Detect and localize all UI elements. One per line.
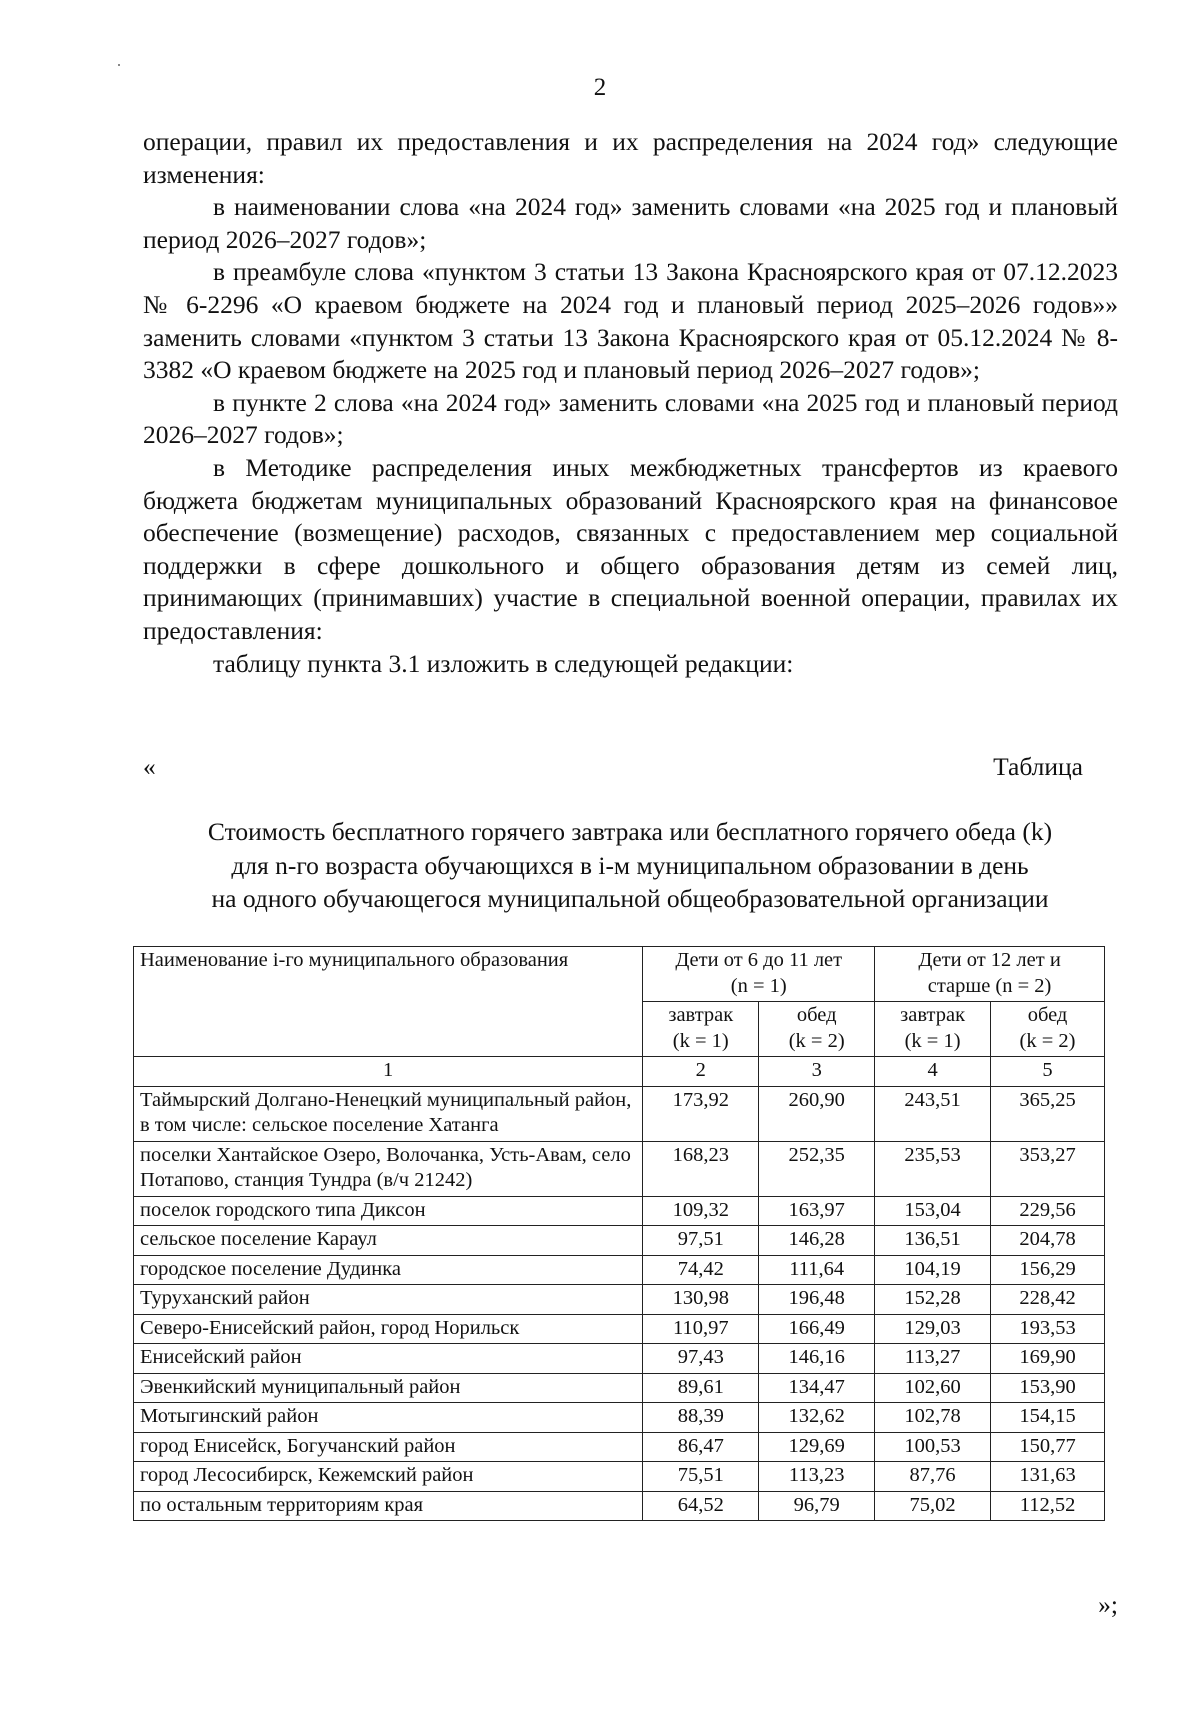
- column-number: 3: [759, 1057, 875, 1087]
- lunch-12-plus-value: 228,42: [991, 1285, 1105, 1315]
- municipality-name: поселки Хантайское Озеро, Волочанка, Усть-Авам, село Потапово, станция Тундра (в/ч 21242): [134, 1141, 643, 1196]
- paragraph-2: в наименовании слова «на 2024 год» заменить словами «на 2025 год и плановый период 2026–2027 годов»;: [143, 192, 1118, 254]
- k1-label: (k = 1): [672, 1029, 729, 1052]
- lunch-12-plus-value: 204,78: [991, 1226, 1105, 1256]
- municipality-name: сельское поселение Караул: [134, 1226, 643, 1256]
- closing-quote: »;: [1098, 1590, 1118, 1619]
- k2-label: (k = 2): [1019, 1029, 1076, 1052]
- municipality-name: Таймырский Долгано-Ненецкий муниципальный район, в том числе: сельское поселение Хатанга: [134, 1086, 643, 1141]
- breakfast-6-11-value: 168,23: [643, 1141, 759, 1196]
- table-row: [134, 1344, 1105, 1374]
- breakfast-12-plus-value: 102,60: [875, 1373, 991, 1403]
- breakfast-6-11-value: 109,32: [643, 1196, 759, 1226]
- breakfast-12-plus-value: 235,53: [875, 1141, 991, 1196]
- table-row: [134, 1196, 1105, 1226]
- table-row: [134, 1491, 1105, 1521]
- table-row: [134, 1432, 1105, 1462]
- municipality-name: город Лесосибирск, Кежемский район: [134, 1462, 643, 1492]
- column-number-row: [134, 1057, 1105, 1087]
- municipality-name: по остальным территориям края: [134, 1491, 643, 1521]
- breakfast-6-11-value: 110,97: [643, 1314, 759, 1344]
- column-number: 1: [134, 1057, 643, 1087]
- municipality-name: городское поселение Дудинка: [134, 1255, 643, 1285]
- lunch-6-11-value: 129,69: [759, 1432, 875, 1462]
- breakfast-6-11-value: 88,39: [643, 1403, 759, 1433]
- paragraph-3: в преамбуле слова «пунктом 3 статьи 13 Закона Красноярского края от 07.12.2023 № 6-2296 «О краевом бюджете на 2024 год и плановый период 2025–2026 годов»» заменить словами «пунктом 3 статьи 13 Закона Красноярского края от 05.12.2024 № 8-3382 «О краевом бюджете на 2025 год и плановый период 2026–2027 годов»;: [143, 257, 1118, 385]
- lunch-6-11-value: 252,35: [759, 1141, 875, 1196]
- breakfast-12-plus-value: 243,51: [875, 1086, 991, 1141]
- table-title-line-1: Стоимость бесплатного горячего завтрака или бесплатного горячего обеда (k): [207, 817, 1053, 846]
- header-children-12-plus: [875, 947, 1105, 1002]
- municipality-name: Северо-Енисейский район, город Норильск: [134, 1314, 643, 1344]
- breakfast-12-plus-value: 100,53: [875, 1432, 991, 1462]
- breakfast-6-11-value: 97,43: [643, 1344, 759, 1374]
- lunch-label: обед: [1027, 1004, 1068, 1026]
- table-label-row: [143, 752, 1083, 782]
- cost-table: [133, 946, 1105, 1521]
- table-row: [134, 1141, 1105, 1196]
- lunch-label: обед: [796, 1004, 837, 1026]
- table-row: [134, 1226, 1105, 1256]
- lunch-12-plus-value: 153,90: [991, 1373, 1105, 1403]
- table-title: [130, 815, 1130, 916]
- breakfast-12-plus-value: 136,51: [875, 1226, 991, 1256]
- page-number: 2: [593, 74, 607, 101]
- breakfast-12-plus-value: 87,76: [875, 1462, 991, 1492]
- breakfast-6-11-value: 74,42: [643, 1255, 759, 1285]
- lunch-12-plus-value: 154,15: [991, 1403, 1105, 1433]
- opening-quote: «: [143, 752, 156, 781]
- table-row: [134, 1373, 1105, 1403]
- k2-label: (k = 2): [788, 1029, 845, 1052]
- lunch-12-plus-value: 365,25: [991, 1086, 1105, 1141]
- breakfast-12-plus-value: 152,28: [875, 1285, 991, 1315]
- header-children-6-11-line1: Дети от 6 до 11 лет: [675, 949, 843, 971]
- column-number: 2: [643, 1057, 759, 1087]
- breakfast-12-plus-value: 75,02: [875, 1491, 991, 1521]
- header-lunch-n2: [991, 1002, 1105, 1057]
- breakfast-6-11-value: 97,51: [643, 1226, 759, 1256]
- municipality-name: Мотыгинский район: [134, 1403, 643, 1433]
- header-municipality: Наименование i-го муниципального образования: [134, 947, 643, 1057]
- breakfast-6-11-value: 173,92: [643, 1086, 759, 1141]
- lunch-12-plus-value: 169,90: [991, 1344, 1105, 1374]
- header-children-6-11: [643, 947, 875, 1002]
- lunch-12-plus-value: 131,63: [991, 1462, 1105, 1492]
- lunch-6-11-value: 196,48: [759, 1285, 875, 1315]
- k1-label: (k = 1): [904, 1029, 961, 1052]
- breakfast-6-11-value: 86,47: [643, 1432, 759, 1462]
- lunch-12-plus-value: 156,29: [991, 1255, 1105, 1285]
- breakfast-6-11-value: 64,52: [643, 1491, 759, 1521]
- breakfast-6-11-value: 130,98: [643, 1285, 759, 1315]
- header-children-12-plus-line2: старше (n = 2): [927, 974, 1052, 997]
- lunch-6-11-value: 146,16: [759, 1344, 875, 1374]
- lunch-6-11-value: 96,79: [759, 1491, 875, 1521]
- paragraph-1: операции, правил их предоставления и их распределения на 2024 год» следующие изменения:: [143, 127, 1118, 189]
- table-title-line-3: на одного обучающегося муниципальной общеобразовательной организации: [211, 884, 1049, 913]
- lunch-6-11-value: 166,49: [759, 1314, 875, 1344]
- table-row: [134, 1255, 1105, 1285]
- header-breakfast-n1: [643, 1002, 759, 1057]
- column-number: 4: [875, 1057, 991, 1087]
- municipality-name: поселок городского типа Диксон: [134, 1196, 643, 1226]
- municipality-name: Туруханский район: [134, 1285, 643, 1315]
- scan-speck: [118, 64, 120, 66]
- breakfast-6-11-value: 75,51: [643, 1462, 759, 1492]
- column-number: 5: [991, 1057, 1105, 1087]
- lunch-12-plus-value: 150,77: [991, 1432, 1105, 1462]
- lunch-6-11-value: 163,97: [759, 1196, 875, 1226]
- breakfast-12-plus-value: 104,19: [875, 1255, 991, 1285]
- paragraph-6: таблицу пункта 3.1 изложить в следующей редакции:: [213, 648, 794, 678]
- table-row: [134, 1314, 1105, 1344]
- table-row: [134, 1285, 1105, 1315]
- breakfast-label: завтрак: [900, 1004, 966, 1026]
- header-lunch-n1: [759, 1002, 875, 1057]
- breakfast-label: завтрак: [668, 1004, 734, 1026]
- lunch-6-11-value: 113,23: [759, 1462, 875, 1492]
- header-children-6-11-line2: (n = 1): [730, 974, 787, 997]
- header-breakfast-n2: [875, 1002, 991, 1057]
- body-text: [143, 126, 1118, 680]
- table-label: Таблица: [993, 752, 1083, 781]
- lunch-6-11-value: 146,28: [759, 1226, 875, 1256]
- breakfast-6-11-value: 89,61: [643, 1373, 759, 1403]
- municipality-name: Эвенкийский муниципальный район: [134, 1373, 643, 1403]
- breakfast-12-plus-value: 102,78: [875, 1403, 991, 1433]
- lunch-12-plus-value: 193,53: [991, 1314, 1105, 1344]
- table-header-row-1: [134, 947, 1105, 1002]
- header-children-12-plus-line1: Дети от 12 лет и: [918, 949, 1061, 971]
- table-row: [134, 1462, 1105, 1492]
- table-row: [134, 1086, 1105, 1141]
- breakfast-12-plus-value: 129,03: [875, 1314, 991, 1344]
- lunch-6-11-value: 260,90: [759, 1086, 875, 1141]
- breakfast-12-plus-value: 153,04: [875, 1196, 991, 1226]
- paragraph-5: в Методике распределения иных межбюджетных трансфертов из краевого бюджета бюджетам муниципальных образований Красноярского края на финансовое обеспечение (возмещение) расходов, связанных с предоставлением мер социальной поддержки в сфере дошкольного и общего образования детям из семей лиц, принимающих (принимавших) участие в специальной военной операции, правилах их предоставления:: [143, 452, 1118, 645]
- lunch-12-plus-value: 229,56: [991, 1196, 1105, 1226]
- municipality-name: Енисейский район: [134, 1344, 643, 1374]
- table-title-line-2: для n-го возраста обучающихся в i-м муниципальном образовании в день: [231, 850, 1029, 880]
- lunch-12-plus-value: 353,27: [991, 1141, 1105, 1196]
- lunch-6-11-value: 111,64: [759, 1255, 875, 1285]
- table-row: [134, 1403, 1105, 1433]
- lunch-6-11-value: 132,62: [759, 1403, 875, 1433]
- lunch-12-plus-value: 112,52: [991, 1491, 1105, 1521]
- lunch-6-11-value: 134,47: [759, 1373, 875, 1403]
- municipality-name: город Енисейск, Богучанский район: [134, 1432, 643, 1462]
- paragraph-4: в пункте 2 слова «на 2024 год» заменить словами «на 2025 год и плановый период 2026–2027 годов»;: [143, 387, 1118, 450]
- breakfast-12-plus-value: 113,27: [875, 1344, 991, 1374]
